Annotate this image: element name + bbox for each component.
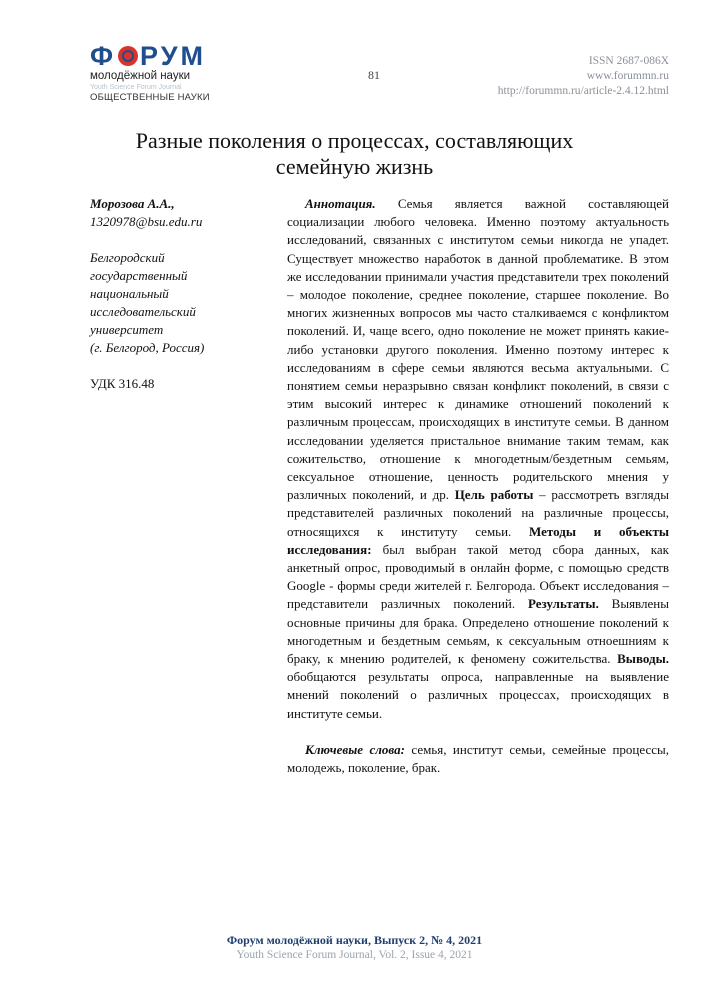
keywords-label: Ключевые слова: xyxy=(305,741,405,757)
methods-label: Методы и объекты исследования: xyxy=(287,523,669,557)
conclusions-label: Выводы. xyxy=(617,651,669,667)
footer-journal-en: Youth Science Forum Journal, Vol. 2, Issue 4, 2021 xyxy=(236,949,473,961)
site-link[interactable]: www.forummn.ru xyxy=(586,70,669,82)
spacer xyxy=(90,231,270,249)
article-title xyxy=(100,128,609,180)
results-label: Результаты. xyxy=(527,596,599,612)
affiliation-line: Белгородский xyxy=(90,250,165,265)
udc-code: УДК 316.48 xyxy=(90,376,155,391)
abstract-paragraph xyxy=(287,195,669,723)
keywords-paragraph xyxy=(287,741,669,777)
footer-journal-ru: Форум молодёжной науки, Выпуск 2, № 4, 2021 xyxy=(226,933,483,947)
author-email[interactable]: 1320978@bsu.edu.ru xyxy=(90,214,203,229)
results-text: Выявлены основные причины для брака. Определено отношение поколений к многодетным и бездетным семьям, к сексуальным отноешниям к браку, к мнению родителей, к феномену сожительства. xyxy=(287,596,669,667)
logo-letters: РУМ xyxy=(140,41,206,71)
abstract-column xyxy=(287,195,669,777)
spacer xyxy=(90,357,270,375)
globe-icon xyxy=(118,46,138,66)
logo-wordmark xyxy=(90,42,240,70)
abstract-text: Семья является важной составляющей социализации любого человека. Именно поэтому актуальность исследований, связанных с институтом семьи никогда не упадет. Существует множество наработок в данной проблематике. В этом же исследовании принимали участия представители трех поколений – молодое поколение, среднее поколение, старшее поколение. Во многих жизненных вопросов мы часто сталкиваемся с конфликтом поколений. И, чаще всего, одно поколение не может принять какие-либо установки другого поколения. Именно поэтому интерес к исследованиям в сфере семьи являются весьма актуальными. С понятием семьи неразрывно связан конфликт поколений, в связи с этим высокий интерес к динамике отношений поколений к различным процессам, происходящих в институте семьи. В данном исследовании уделяется пристальное внимание таким темам, как сожительство, отношение к многодетным/бездетным семьям, сексуальное отношение, ценность родительского мнения у различных поколений, и др. xyxy=(287,196,669,503)
goal-label: Цель работы xyxy=(454,487,534,503)
article-link[interactable]: http://forummn.ru/article-2.4.12.html xyxy=(497,85,669,97)
abstract-label: Аннотация. xyxy=(305,196,376,211)
goal-text: – рассмотреть взгляды представителей различных поколений на различные процессы, относящихся к институту семьи. xyxy=(287,487,669,539)
conclusions-text: обобщаются результаты опроса, направленные на выявление мнений поколений о различных процессах, происходящих в институте семьи. xyxy=(287,669,669,721)
title-line-1: Разные поколения о процессах, составляющих xyxy=(135,128,574,153)
affiliation-line: национальный xyxy=(90,286,169,301)
affiliation-line: государственный xyxy=(90,268,188,283)
logo-letter: Ф xyxy=(90,41,117,71)
section-label: ОБЩЕСТВЕННЫЕ НАУКИ xyxy=(90,92,210,103)
title-line-2: семейную жизнь xyxy=(275,154,434,179)
affiliation-line: (г. Белгород, Россия) xyxy=(90,340,205,355)
journal-meta xyxy=(498,54,669,99)
page-number: 81 xyxy=(368,68,380,82)
logo-english: Youth Science Forum Journal xyxy=(90,84,182,91)
keywords-text: семья, институт семьи, семейные процессы, молодежь, поколение, брак. xyxy=(287,741,669,776)
logo-subtitle: молодёжной науки xyxy=(90,70,191,82)
affiliation-line: исследовательский xyxy=(90,304,196,319)
author-name: Морозова А.А., xyxy=(90,196,175,211)
page-footer xyxy=(0,933,709,963)
issn: ISSN 2687-086X xyxy=(588,55,669,67)
author-info xyxy=(90,195,270,393)
methods-text: был выбран такой метод сбора данных, как анкетный опрос, проводимый в онлайн форме, с помощью средств Google - формы среди жителей г. Белгорода. Объект исследования – представители различных поколений. xyxy=(287,541,669,612)
affiliation-line: университет xyxy=(90,322,164,337)
journal-logo xyxy=(90,42,240,104)
